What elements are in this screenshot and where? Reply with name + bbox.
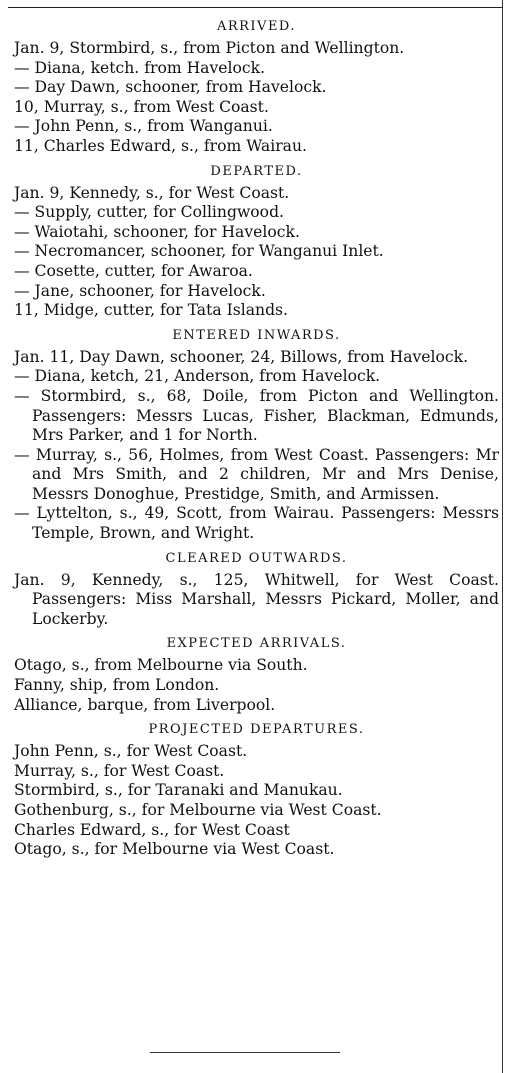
section-projected-departures [14,721,499,860]
list-item: 11, Midge, cutter, for Tata Islands. [14,301,289,320]
list-item: — Necromancer, schooner, for Wanganui Inlet. [14,242,384,261]
list-item: Otago, s., for Melbourne via West Coast. [14,840,335,859]
list-item: Jan. 9, Stormbird, s., from Picton and Wellington. [14,39,405,57]
list-item: — Stormbird, s., 68, Doile, from Picton and Wellington. Passengers: Messrs Lucas, Fisher, Blackman, Edmunds, Mrs Parker, and 1 for North. [14,386,499,445]
section-cleared-outwards [14,550,499,630]
section-heading: ARRIVED. [216,19,297,34]
list-item: Jan. 9, Kennedy, s., for West Coast. [14,183,290,202]
list-item: Gothenburg, s., for Melbourne via West Coast. [14,801,382,819]
list-item: Otago, s., from Melbourne via South. [14,656,308,675]
section-heading: CLEARED OUTWARDS. [165,550,348,566]
top-rule [8,7,503,8]
list-item: — Murray, s., 56, Holmes, from West Coast. Passengers: Mr and Mrs Smith, and 2 children, Mr and Mrs Denise, Messrs Donoghue, Prestidge, Smith, and Armissen. [14,445,499,503]
list-item: John Penn, s., for West Coast. [14,742,248,761]
list-item: Fanny, ship, from London. [14,676,220,695]
list-item: — Diana, ketch, 21, Anderson, from Havelock. [14,367,381,386]
list-item: — Supply, cutter, for Collingwood. [14,203,285,222]
list-item: — Jane, schooner, for Havelock. [14,281,266,300]
section-entered-inwards [14,327,499,544]
section-heading: ENTERED INWARDS. [172,327,341,343]
section-arrived [14,18,499,157]
section-departed [14,163,499,321]
list-item: 11, Charles Edward, s., from Wairau. [14,136,307,155]
list-item: — Cosette, cutter, for Awaroa. [14,261,253,280]
section-heading: EXPECTED ARRIVALS. [166,636,347,652]
list-item: Jan. 11, Day Dawn, schooner, 24, Billows, from Havelock. [14,347,469,366]
list-item: — Diana, ketch. from Havelock. [14,58,266,77]
list-item: — Day Dawn, schooner, from Havelock. [14,78,327,97]
bottom-rule [150,1052,340,1053]
column-rule [502,0,503,1073]
list-item: — Lyttelton, s., 49, Scott, from Wairau. Passengers: Messrs Temple, Brown, and Wright. [14,504,499,543]
list-item: 10, Murray, s., from West Coast. [14,97,269,116]
list-item: Charles Edward, s., for West Coast [14,820,290,839]
list-item: — John Penn, s., from Wanganui. [14,117,273,136]
section-expected-arrivals [14,635,499,715]
list-item: Alliance, barque, from Liverpool. [14,695,276,714]
list-item: Murray, s., for West Coast. [14,761,225,780]
section-heading: DEPARTED. [210,163,303,179]
list-item: Jan. 9, Kennedy, s., 125, Whitwell, for West Coast. Passengers: Miss Marshall, Messrs Pickard, Moller, and Lockerby. [14,570,499,628]
list-item: — Waiotahi, schooner, for Havelock. [14,222,300,241]
section-heading: PROJECTED DEPARTURES. [148,722,365,738]
list-item: Stormbird, s., for Taranaki and Manukau. [14,781,343,800]
